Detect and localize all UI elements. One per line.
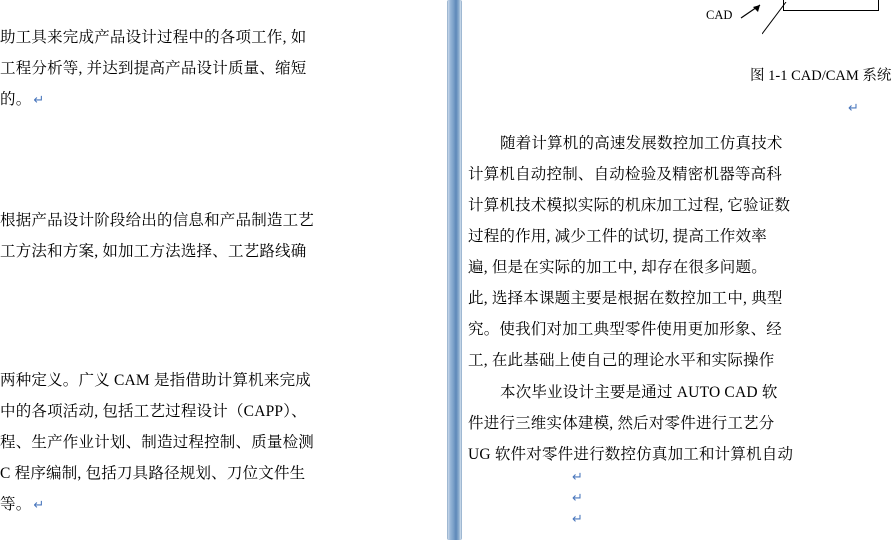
figure-label-cad: CAD	[706, 8, 733, 22]
pilcrow-mark: ↵	[33, 92, 45, 107]
text-line: UG 软件对零件进行数控仿真加工和计算机自动	[468, 446, 794, 463]
text-line: 遍, 但是在实际的加工中, 却存在很多问题。	[468, 259, 767, 276]
text-line: 工程分析等, 并达到提高产品设计质量、缩短	[0, 60, 307, 77]
text-line: 本次毕业设计主要是通过 AUTO CAD 软	[500, 384, 778, 401]
pilcrow-mark: ↵	[572, 511, 583, 526]
figure-box-center	[783, 0, 879, 11]
paragraph-block-right-a	[468, 128, 894, 376]
text-line: 根据产品设计阶段给出的信息和产品制造工艺	[0, 212, 315, 229]
text-line: 程、生产作业计划、制造过程控制、质量检测	[0, 434, 315, 451]
pilcrow-mark: ↵	[572, 469, 583, 484]
text-line: 助工具来完成产品设计过程中的各项工作, 如	[0, 29, 307, 46]
figure-caption: 图 1-1 CAD/CAM 系统	[750, 68, 892, 84]
text-line: 过程的作用, 减少工件的试切, 提高工作效率	[468, 228, 767, 245]
text-line: 究。使我们对加工典型零件使用更加形象、经	[468, 321, 783, 338]
text-line: 件进行三维实体建模, 然后对零件进行工艺分	[468, 415, 775, 432]
figure-connector-line	[762, 2, 788, 36]
text-line: 中的各项活动, 包括工艺过程设计（CAPP）、	[0, 403, 307, 420]
paragraph-block-left-c	[0, 365, 440, 520]
trailing-pilcrow-marks	[572, 466, 583, 529]
page-gutter	[440, 0, 468, 540]
text-run: 的。	[0, 91, 32, 108]
text-run: 等。	[0, 496, 32, 513]
text-line: 工, 在此基础上使自己的理论水平和实际操作	[468, 352, 775, 369]
pilcrow-mark: ↵	[848, 100, 859, 115]
text-line	[0, 489, 440, 520]
text-line	[0, 84, 440, 115]
text-line: 工方法和方案, 如加工方法选择、工艺路线确	[0, 243, 307, 260]
figure-cad-cam-diagram	[468, 0, 894, 60]
text-line: 两种定义。广义 CAM 是指借助计算机来完成	[0, 372, 311, 389]
text-line: 随着计算机的高速发展数控加工仿真技术	[500, 135, 783, 152]
text-line: 计算机技术模拟实际的机床加工过程, 它验证数	[468, 197, 791, 214]
document-page-right	[468, 0, 894, 540]
text-line: 计算机自动控制、自动检验及精密机器等高科	[468, 166, 783, 183]
paragraph-block-left-a	[0, 22, 440, 115]
vertical-scrollbar[interactable]	[447, 0, 462, 540]
figure-arrow-icon	[740, 4, 762, 20]
text-line: 此, 选择本课题主要是根据在数控加工中, 典型	[468, 290, 783, 307]
pilcrow-mark: ↵	[33, 497, 45, 512]
paragraph-block-left-b	[0, 205, 440, 267]
document-page-left	[0, 0, 440, 540]
text-line: C 程序编制, 包括刀具路径规划、刀位文件生	[0, 465, 306, 482]
paragraph-block-right-b	[468, 377, 894, 470]
pilcrow-mark: ↵	[572, 490, 583, 505]
